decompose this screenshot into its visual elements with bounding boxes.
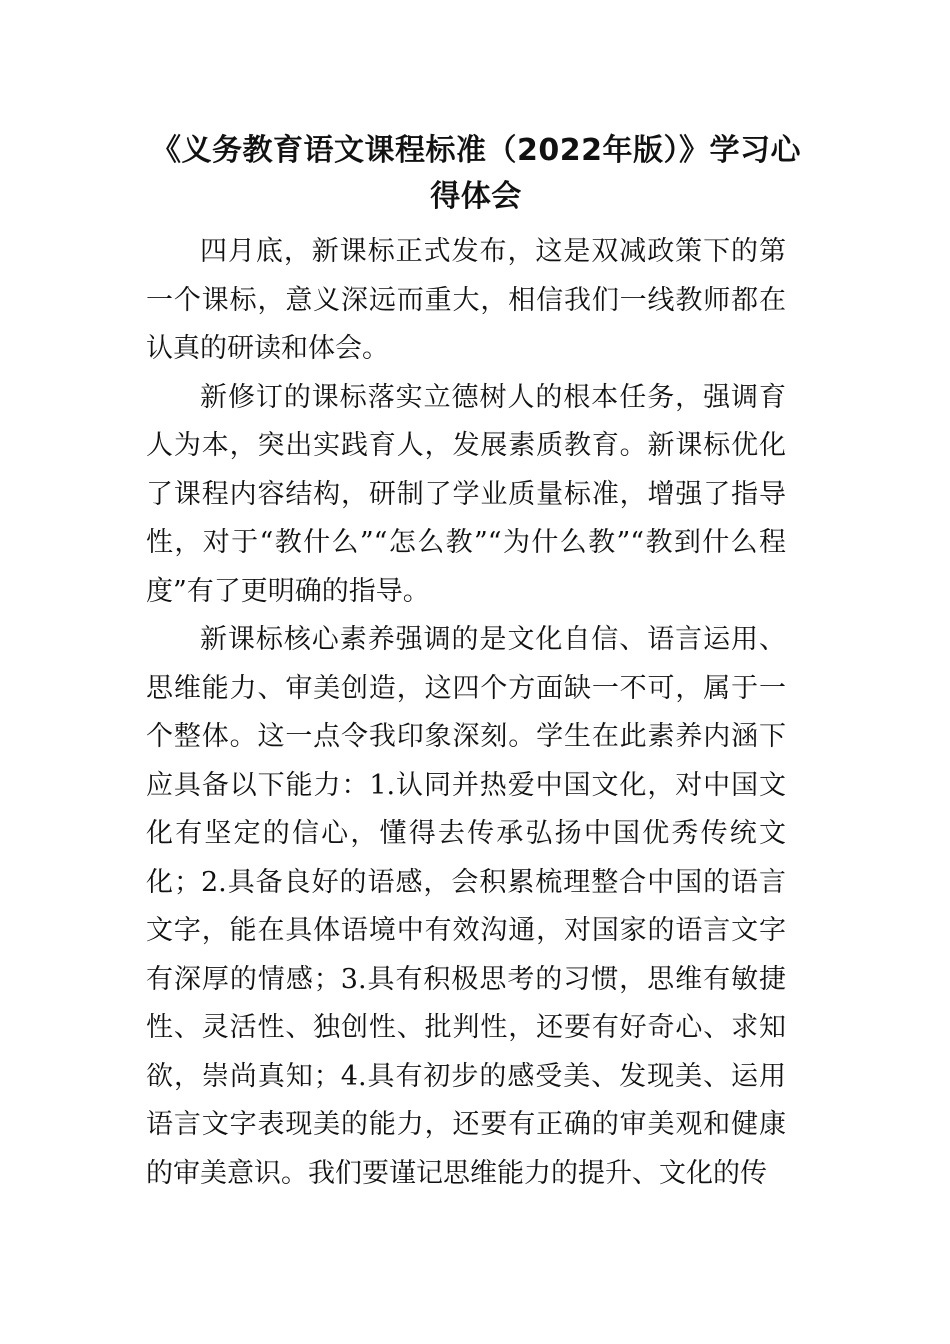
paragraph-2: 新修订的课标落实立德树人的根本任务，强调育人为本，突出实践育人，发展素质教育。新课标优化了课程内容结构，研制了学业质量标准，增强了指导性，对于“教什么”“怎么教”“为什么教”“教到什么程度”有了更明确的指导。 xyxy=(146,381,786,607)
paragraph-1: 四月底，新课标正式发布，这是双减政策下的第一个课标，意义深远而重大，相信我们一线教师都在认真的研读和体会。 xyxy=(146,236,786,364)
paragraph-3: 新课标核心素养强调的是文化自信、语言运用、思维能力、审美创造，这四个方面缺一不可，属于一个整体。这一点令我印象深刻。学生在此素养内涵下应具备以下能力：1.认同并热爱中国文化，对中国文化有坚定的信心，懂得去传承弘扬中国优秀传统文化；2.具备良好的语感，会积累梳理整合中国的语言文字，能在具体语境中有效沟通，对国家的语言文字有深厚的情感；3.具有积极思考的习惯，思维有敏捷性、灵活性、独创性、批判性，还要有好奇心、求知欲，崇尚真知；4.具有初步的感受美、发现美、运用语言文字表现美的能力，还要有正确的审美观和健康的审美意识。我们要谨记思维能力的提升、文化的传 xyxy=(146,624,786,1189)
document-body xyxy=(146,228,786,1198)
document-title: 《义务教育语文课程标准（2022年版）》学习心得体会 xyxy=(151,133,801,214)
